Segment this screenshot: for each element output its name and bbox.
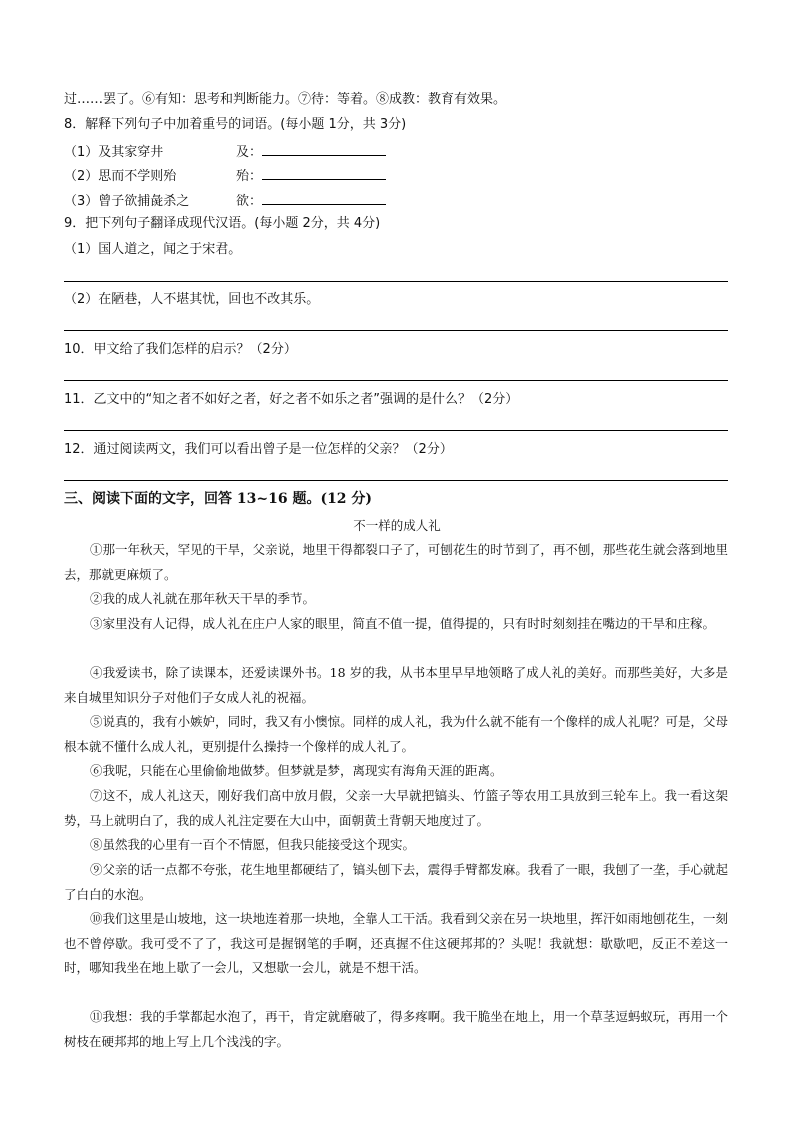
passage-paragraph: ⑧虽然我的心里有一百个不情愿，但我只能接受这个现实。	[90, 837, 416, 852]
answer-line[interactable]	[64, 480, 728, 481]
question-11: 11．乙文中的“知之者不如好之者，好之者不如乐之者”强调的是什么？（2分）	[64, 392, 519, 407]
q8-sentence-2: （2）思而不学则殆	[64, 169, 177, 184]
passage-paragraph: ②我的成人礼就在那年秋天干旱的季节。	[90, 591, 316, 606]
q8-sentence-1: （1）及其家穿井	[64, 145, 164, 160]
passage-paragraph: ⑪我想：我的手掌都起水泡了，再干，肯定就磨破了，得多疼啊。我干脆坐在地上，用一个草茎逗蚂蚁玩，再用一个树枝在硬邦邦的地上写上几个浅浅的字。	[64, 1009, 728, 1049]
passage-paragraph: ⑨父亲的话一点都不夸张，花生地里都硬结了，镐头刨下去，震得手臂都发麻。我看了一眼，我刨了一垄，手心就起了白白的水泡。	[64, 862, 728, 902]
answer-line[interactable]	[64, 380, 728, 381]
answer-line[interactable]	[64, 330, 728, 331]
answer-blank[interactable]	[262, 165, 386, 180]
answer-blank[interactable]	[262, 141, 386, 156]
question-9-item-2: （2）在陋巷，人不堪其忧，回也不改其乐。	[64, 292, 320, 307]
passage-paragraph: ⑥我呢，只能在心里偷偷地做梦。但梦就是梦，离现实有海角天涯的距离。	[90, 763, 503, 778]
passage-title: 不一样的成人礼	[353, 518, 441, 533]
answer-line[interactable]	[64, 281, 728, 282]
question-12: 12．通过阅读两文，我们可以看出曾子是一位怎样的父亲？（2分）	[64, 442, 453, 457]
passage-paragraph: ⑤说真的，我有小嫉妒，同时，我又有小懊惊。同样的成人礼，我为什么就不能有一个像样的成人礼呢？可是，父母根本就不懂什么成人礼，更别提什么操持一个像样的成人礼了。	[64, 714, 728, 754]
question-9-item-1: （1）国人道之，闻之于宋君。	[64, 242, 242, 257]
question-9-stem: 9．把下列句子翻译成现代汉语。(每小题 2分，共 4分)	[64, 216, 381, 231]
question-8-stem: 8．解释下列句子中加着重号的词语。(每小题 1分，共 3分)	[64, 117, 407, 132]
question-8-item	[64, 190, 386, 212]
passage-paragraph: ①那一年秋天，罕见的干旱，父亲说，地里干得都裂口子了，可刨花生的时节到了，再不刨，那些花生就会落到地里去，那就更麻烦了。	[64, 542, 728, 582]
answer-line[interactable]	[64, 430, 728, 431]
q8-word-1: 及：	[236, 145, 263, 160]
passage-paragraph: ④我爱读书，除了读课本，还爱读课外书。18 岁的我，从书本里早早地领略了成人礼的美好。而那些美好，大多是来自城里知识分子对他们子女成人礼的祝福。	[64, 665, 728, 705]
question-8-item	[64, 141, 386, 163]
passage-paragraph: ③家里没有人记得，成人礼在庄户人家的眼里，简直不值一提，值得提的，只有时时刻刻挂在嘴边的干旱和庄稼。	[90, 616, 716, 631]
passage-paragraph: ⑦这不，成人礼这天，刚好我们高中放月假，父亲一大早就把镐头、竹篮子等农用工具放到三轮车上。我一看这架势，马上就明白了，我的成人礼注定要在大山中，面朝黄土背朝天地度过了。	[64, 788, 728, 828]
q8-sentence-3: （3）曾子欲捕彘杀之	[64, 194, 190, 209]
section-3-heading: 三、阅读下面的文字，回答 13~16 题。(12 分)	[64, 491, 373, 507]
passage-paragraph: ⑩我们这里是山坡地，这一块地连着那一块地，全靠人工干活。我看到父亲在另一块地里，挥汗如雨地刨花生，一刻也不曾停歇。我可受不了了，我这可是握钢笔的手啊，还真握不住这硬邦邦的？头呢！我就想：歇歇吧，反正不差这一时，哪知我坐在地上歇了一会儿，又想歇一会儿，就是不想干活。	[64, 911, 728, 975]
question-10: 10．甲文给了我们怎样的启示？（2分）	[64, 342, 297, 357]
question-8-item	[64, 165, 386, 187]
q8-word-3: 欲：	[236, 194, 263, 209]
annotation-line: 过……罢了。⑥有知：思考和判断能力。⑦待：等着。⑧成教：教育有效果。	[64, 92, 507, 107]
answer-blank[interactable]	[262, 190, 386, 205]
q8-word-2: 殆：	[236, 169, 263, 184]
